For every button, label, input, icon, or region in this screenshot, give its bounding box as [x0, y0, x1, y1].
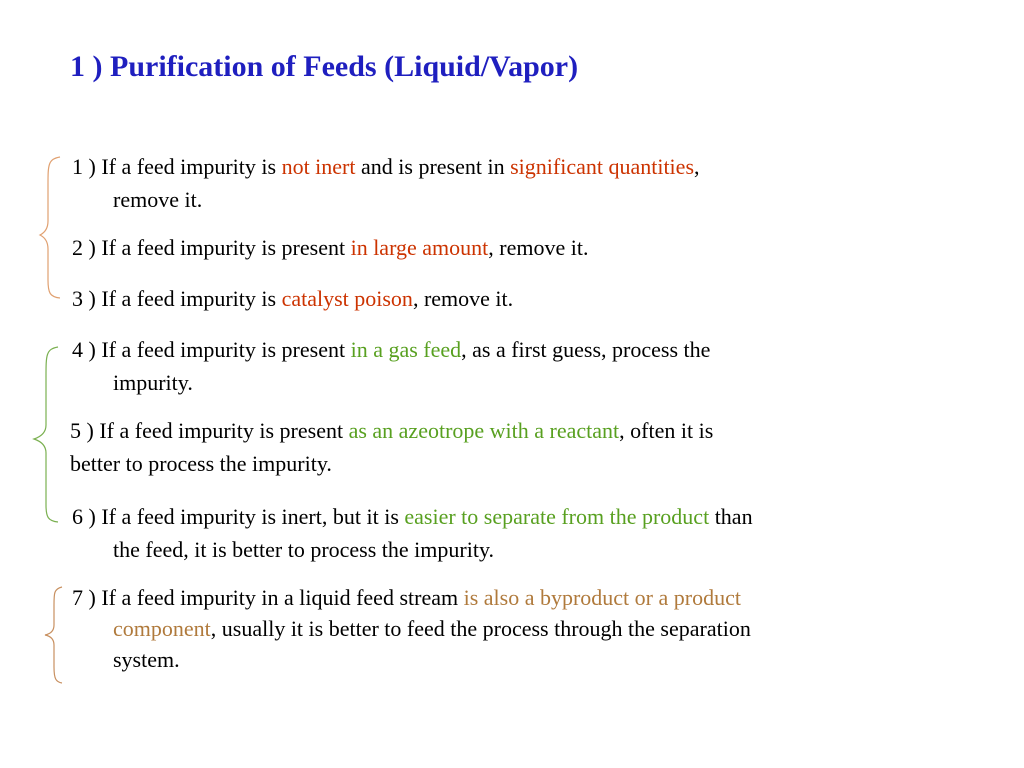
- rule-1-continuation: remove it.: [113, 187, 203, 212]
- rule-7-prefix: 7 ) If a feed impurity in a liquid feed stream: [72, 585, 464, 610]
- rule-3-prefix: 3 ) If a feed impurity is: [72, 286, 282, 311]
- rule-5: [70, 414, 960, 480]
- rule-1-highlight-2: significant quantities: [510, 154, 694, 179]
- rule-1-suffix: ,: [694, 154, 700, 179]
- rule-4-prefix: 4 ) If a feed impurity is present: [72, 337, 351, 362]
- rule-6: [72, 500, 962, 566]
- rule-2-suffix: , remove it.: [488, 235, 589, 260]
- rule-6-highlight: easier to separate from the product: [404, 504, 710, 529]
- slide-title: 1 ) Purification of Feeds (Liquid/Vapor): [70, 50, 579, 83]
- rule-6-suffix: than: [709, 504, 753, 529]
- brace-group-3: [42, 585, 72, 685]
- rule-3-suffix: , remove it.: [412, 286, 514, 311]
- rule-2-highlight: in large amount: [350, 235, 489, 260]
- rule-1-prefix: 1 ) If a feed impurity is: [72, 154, 282, 179]
- rule-7-continuation-line: [72, 613, 962, 644]
- brace-group-1: [38, 155, 68, 300]
- rule-5-suffix: , often it is: [619, 418, 714, 443]
- rule-5-highlight: as an azeotrope with a reactant: [348, 418, 620, 443]
- rule-4-highlight: in a gas feed: [350, 337, 462, 362]
- rule-3-highlight: catalyst poison: [281, 286, 413, 311]
- rule-7-continuation-highlight: component: [113, 616, 211, 641]
- rule-7-highlight: is also a byproduct or a product: [463, 585, 741, 610]
- rule-3: [72, 282, 962, 315]
- rule-1: [72, 150, 962, 216]
- rule-1-middle: and is present in: [355, 154, 511, 179]
- rule-2: [72, 231, 962, 264]
- brace-group-2: [30, 345, 65, 525]
- rule-6-continuation: the feed, it is better to process the impurity.: [113, 537, 495, 562]
- rule-4-continuation: impurity.: [113, 370, 193, 395]
- rule-7-continuation-2: system.: [113, 647, 180, 672]
- rule-2-prefix: 2 ) If a feed impurity is present: [72, 235, 351, 260]
- rule-7-continuation: , usually it is better to feed the process through the separation: [210, 616, 751, 641]
- rule-1-highlight-1: not inert: [281, 154, 356, 179]
- rule-7: [72, 582, 962, 675]
- rule-5-continuation: better to process the impurity.: [70, 451, 332, 476]
- rule-6-prefix: 6 ) If a feed impurity is inert, but it is: [72, 504, 405, 529]
- rule-4: [72, 333, 962, 399]
- rule-5-prefix: 5 ) If a feed impurity is present: [70, 418, 349, 443]
- rule-4-suffix: , as a first guess, process the: [461, 337, 711, 362]
